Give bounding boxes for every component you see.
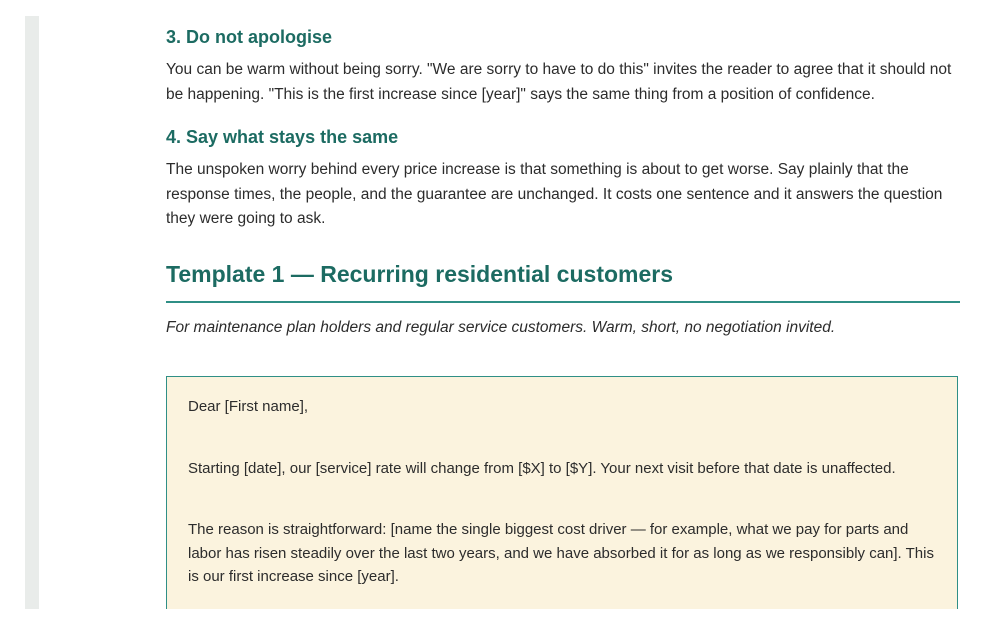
page-margin-rail	[25, 16, 39, 609]
letter-salutation: Dear [First name],	[188, 398, 309, 415]
section-what-stays-same	[166, 124, 960, 232]
section-do-not-apologise	[166, 24, 960, 107]
heading-underline	[166, 301, 960, 303]
template-heading: Template 1 — Recurring residential customers	[166, 260, 674, 287]
letter-template-box	[166, 376, 958, 625]
letter-paragraph: Starting [date], our [service] rate will change from [$X] to [$Y]. Your next visit before that date is unaffected.	[188, 459, 896, 477]
document-content	[166, 24, 960, 340]
template-intro: For maintenance plan holders and regular service customers. Warm, short, no negotiation invited.	[166, 318, 836, 336]
letter-paragraph: The reason is straightforward: [name the single biggest cost driver — for example, what we pay for parts and labor has risen steadily over the last two years, and we have absorbed it for as long as we responsibly can]. This is our first increase since [year].	[188, 521, 934, 585]
section-body: You can be warm without being sorry. "We are sorry to have to do this" invites the reader to agree that it should not be happening. "This is the first increase since [year]" says the same thing from a position of confidence.	[166, 61, 952, 103]
section-body: The unspoken worry behind every price increase is that something is about to get worse. Say plainly that the response times, the people, and the guarantee are unchanged. It costs one sentence and it answers the question they were going to ask.	[166, 161, 943, 227]
bottom-margin	[0, 609, 1000, 625]
section-heading: 4. Say what stays the same	[166, 127, 399, 147]
section-heading: 3. Do not apologise	[166, 27, 333, 47]
